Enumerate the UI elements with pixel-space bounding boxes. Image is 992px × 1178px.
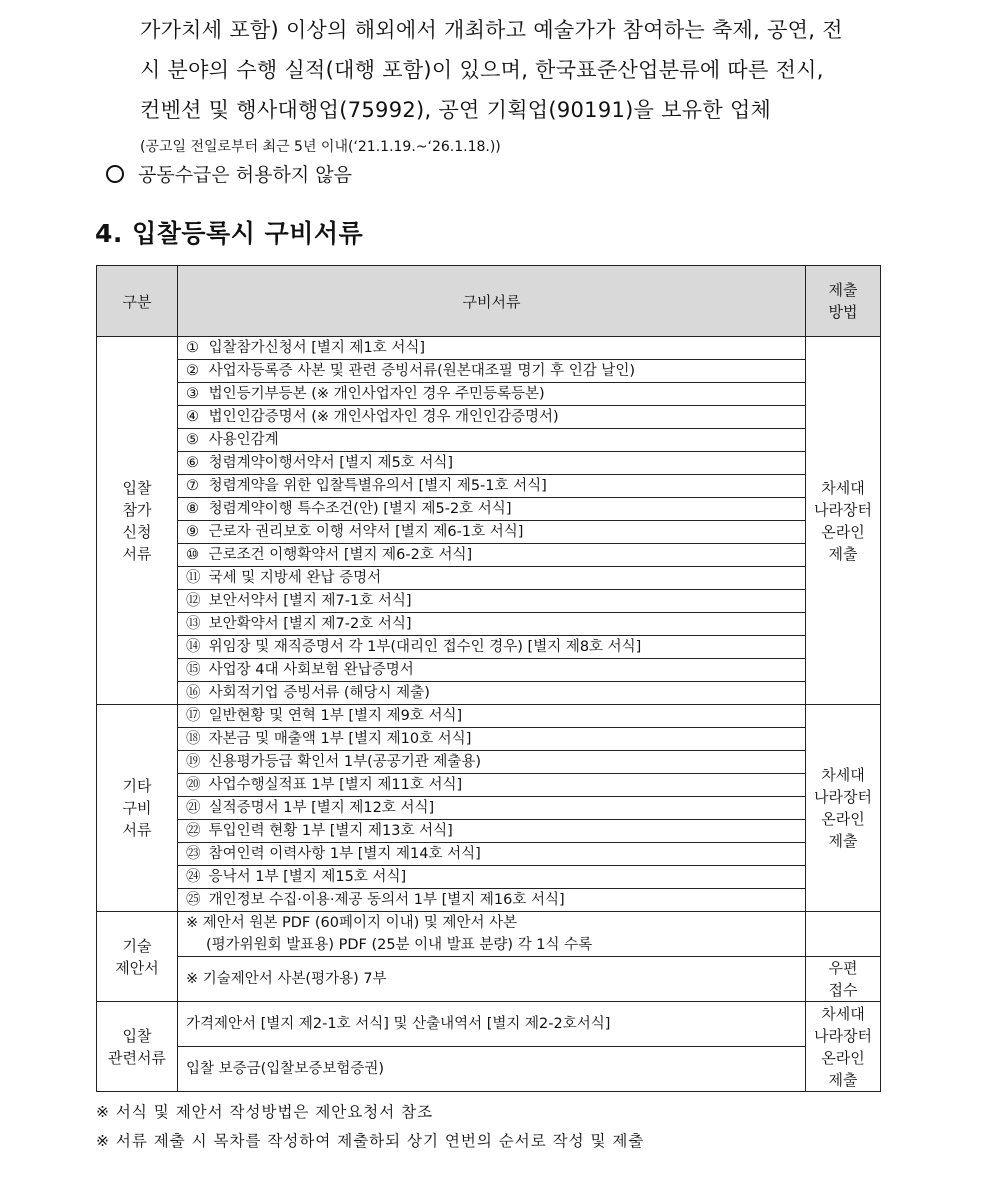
bullet-text: 공동수급은 허용하지 않음 [138, 164, 352, 186]
document-item [178, 337, 806, 360]
table-row [97, 567, 881, 590]
intro-paragraph [140, 10, 930, 160]
item-text: 개인정보 수집·이용·제공 동의서 1부 [별지 제16호 서식] [208, 892, 565, 908]
item-number: ⑨ [186, 524, 199, 540]
category-line: 신청 [122, 522, 152, 541]
item-text: 위임장 및 재직증명서 각 1부(대리인 접수인 경우) [별지 제8호 서식] [208, 639, 642, 655]
category-line: 서류 [122, 821, 152, 839]
document-groups [97, 337, 881, 912]
item-number: ① [186, 340, 199, 356]
method-line: 나라장터 [814, 1026, 872, 1045]
table-row [97, 544, 881, 567]
method-online [806, 1002, 881, 1092]
document-item [178, 843, 806, 866]
item-number: ⑳ [186, 777, 201, 793]
item-number: ⑪ [186, 570, 201, 586]
header-category: 구분 [97, 266, 178, 337]
table-row [97, 383, 881, 406]
document-item [178, 682, 806, 705]
table-row [97, 406, 881, 429]
circle-bullet-icon [106, 165, 124, 183]
table-row [97, 751, 881, 774]
item-text: 참여인력 이력사항 1부 [별지 제14호 서식] [208, 846, 481, 862]
category-line: 입찰 [122, 1026, 152, 1045]
document-item [178, 406, 806, 429]
category-line: 제안서 [115, 958, 159, 977]
item-text: 사업자등록증 사본 및 관련 증빙서류(원본대조필 명기 후 인감 날인) [208, 363, 635, 379]
category-line: 입찰 [122, 478, 152, 497]
document-item [178, 452, 806, 475]
header-method-line: 방법 [828, 303, 858, 321]
item-number: ⑭ [186, 639, 201, 655]
table-row [97, 889, 881, 912]
table-row [97, 1047, 881, 1092]
method-cell [806, 337, 881, 705]
document-item [178, 590, 806, 613]
item-number: ⑰ [186, 708, 201, 724]
item-number: ⑩ [186, 547, 199, 563]
table-row [97, 705, 881, 728]
table-row [97, 498, 881, 521]
document-item [178, 613, 806, 636]
document-item [178, 866, 806, 889]
item-number: ⑤ [186, 432, 199, 448]
item-text: ※ 제안서 원본 PDF (60페이지 이내) 및 제안서 사본 [186, 915, 518, 931]
method-line: 온라인 [821, 522, 865, 541]
table-row [97, 613, 881, 636]
table-row [97, 429, 881, 452]
table-row [97, 475, 881, 498]
table-header-row [97, 266, 881, 337]
item-text: 투입인력 현황 1부 [별지 제13호 서식] [208, 823, 453, 839]
item-number: ㉕ [186, 892, 201, 908]
table-row [97, 452, 881, 475]
header-method [806, 266, 881, 337]
table-row [97, 360, 881, 383]
item-text: 보안확약서 [별지 제7-2호 서식] [208, 616, 412, 632]
document-item [178, 797, 806, 820]
table-row [97, 337, 881, 360]
method-line: 온라인 [821, 1048, 865, 1067]
table-row [97, 590, 881, 613]
item-text: 청렴계약을 위한 입찰특별유의서 [별지 제5-1호 서식] [208, 478, 547, 494]
item-text: 근로자 권리보호 이행 서약서 [별지 제6-1호 서식] [208, 524, 524, 540]
intro-line: 시 분야의 수행 실적(대행 포함)이 있으며, 한국표준산업분류에 따른 전시, [140, 58, 824, 82]
tech-proposal-item [178, 912, 806, 957]
document-item [178, 889, 806, 912]
table-row [97, 866, 881, 889]
footnote: ※ 서류 제출 시 목차를 작성하여 제출하되 상기 연번의 순서로 작성 및 제출 [96, 1132, 645, 1150]
item-text: (평가위원회 발표용) PDF (25분 이내 발표 분량) 각 1식 수록 [206, 937, 593, 953]
method-line: 나라장터 [814, 500, 872, 519]
category-line: 기술 [122, 936, 152, 955]
table-row [97, 774, 881, 797]
item-text: 신용평가등급 확인서 1부(공공기관 제출용) [208, 754, 482, 770]
method-line: 우편 [828, 959, 858, 977]
item-text: 사업수행실적표 1부 [별지 제11호 서식] [208, 777, 463, 793]
category-cell [97, 705, 178, 912]
price-proposal-item: 가격제안서 [별지 제2-1호 서식] 및 산출내역서 [별지 제2-2호서식] [178, 1002, 806, 1047]
item-number: ⑧ [186, 501, 199, 517]
method-blank [806, 912, 881, 957]
item-text: 국세 및 지방세 완납 증명서 [208, 570, 382, 586]
item-number: ④ [186, 409, 199, 425]
item-text: 실적증명서 1부 [별지 제12호 서식] [208, 800, 435, 816]
item-number: ⑱ [186, 731, 201, 747]
category-line: 서류 [122, 544, 152, 563]
document-item [178, 521, 806, 544]
item-text: 법인등기부등본 (※ 개인사업자인 경우 주민등록등본) [208, 386, 545, 402]
item-number: ⑥ [186, 455, 199, 471]
method-line: 접수 [828, 981, 858, 999]
joint-bid-bullet [106, 160, 352, 187]
item-text: 일반현황 및 연혁 1부 [별지 제9호 서식] [208, 708, 463, 724]
method-cell [806, 705, 881, 912]
method-line: 제출 [828, 832, 858, 850]
table-row [97, 659, 881, 682]
category-line: 기타 [122, 777, 152, 795]
table-row [97, 1002, 881, 1047]
item-number: ㉓ [186, 846, 201, 862]
table-row [97, 957, 881, 1002]
document-item [178, 475, 806, 498]
item-number: ⑯ [186, 685, 201, 701]
item-number: ② [186, 363, 199, 379]
category-bid [97, 1002, 178, 1092]
category-tech [97, 912, 178, 1002]
table-row [97, 521, 881, 544]
item-number: ③ [186, 386, 199, 402]
required-documents-table [96, 265, 881, 1092]
document-item [178, 383, 806, 406]
method-line: 온라인 [821, 810, 865, 828]
document-item [178, 636, 806, 659]
category-line: 구비 [122, 799, 152, 817]
table-row [97, 682, 881, 705]
document-item [178, 705, 806, 728]
method-mail [806, 957, 881, 1002]
document-item [178, 429, 806, 452]
item-number: ⑲ [186, 754, 201, 770]
item-text: 청렴계약이행 특수조건(안) [별지 제5-2호 서식] [208, 501, 512, 517]
item-number: ⑬ [186, 616, 201, 632]
header-documents: 구비서류 [178, 266, 806, 337]
item-text: 사회적기업 증빙서류 (해당시 제출) [208, 685, 430, 701]
item-text: 사용인감계 [208, 432, 279, 448]
intro-note: (공고일 전일로부터 최근 5년 이내(‘21.1.19.~‘26.1.18.)) [140, 139, 501, 155]
item-number: ⑫ [186, 593, 201, 609]
document-item [178, 498, 806, 521]
item-number: ㉔ [186, 869, 201, 885]
method-line: 제출 [828, 1070, 858, 1089]
section-heading: 4. 입찰등록시 구비서류 [95, 219, 364, 248]
document-item [178, 751, 806, 774]
method-line: 차세대 [821, 766, 865, 784]
item-text: 보안서약서 [별지 제7-1호 서식] [208, 593, 412, 609]
document-item [178, 659, 806, 682]
document-item [178, 774, 806, 797]
document-item [178, 820, 806, 843]
intro-line: 가가치세 포함) 이상의 해외에서 개최하고 예술가가 참여하는 축제, 공연, 전 [140, 18, 843, 42]
header-method-line: 제출 [828, 281, 858, 299]
item-text: 청렴계약이행서약서 [별지 제5호 서식] [208, 455, 454, 471]
item-number: ⑦ [186, 478, 199, 494]
table-row [97, 912, 881, 957]
item-text: 입찰참가신청서 [별지 제1호 서식] [208, 340, 426, 356]
table-row [97, 820, 881, 843]
document-item [178, 360, 806, 383]
category-line: 참가 [122, 500, 152, 519]
document-item [178, 567, 806, 590]
category-line: 관련서류 [108, 1048, 166, 1067]
document-item [178, 544, 806, 567]
table-row [97, 843, 881, 866]
method-line: 제출 [828, 544, 858, 563]
item-text: 자본금 및 매출액 1부 [별지 제10호 서식] [208, 731, 472, 747]
item-number: ㉒ [186, 823, 201, 839]
table-row [97, 636, 881, 659]
item-text: 근로조건 이행확약서 [별지 제6-2호 서식] [208, 547, 473, 563]
item-text: 법인인감증명서 (※ 개인사업자인 경우 개인인감증명서) [208, 409, 559, 425]
table-row [97, 797, 881, 820]
item-number: ㉑ [186, 800, 201, 816]
document-item [178, 728, 806, 751]
method-line: 나라장터 [814, 788, 872, 806]
bid-bond-item: 입찰 보증금(입찰보증보험증권) [178, 1047, 806, 1092]
item-number: ⑮ [186, 662, 201, 678]
tech-copy-item: ※ 기술제안서 사본(평가용) 7부 [178, 957, 806, 1002]
table-row [97, 728, 881, 751]
intro-line: 컨벤션 및 행사대행업(75992), 공연 기획업(90191)을 보유한 업체 [140, 98, 772, 122]
footnote: ※ 서식 및 제안서 작성방법은 제안요청서 참조 [96, 1103, 434, 1121]
category-cell [97, 337, 178, 705]
method-line: 차세대 [821, 478, 865, 497]
item-text: 사업장 4대 사회보험 완납증명서 [208, 662, 414, 678]
method-line: 차세대 [821, 1004, 865, 1023]
item-text: 응낙서 1부 [별지 제15호 서식] [208, 869, 407, 885]
